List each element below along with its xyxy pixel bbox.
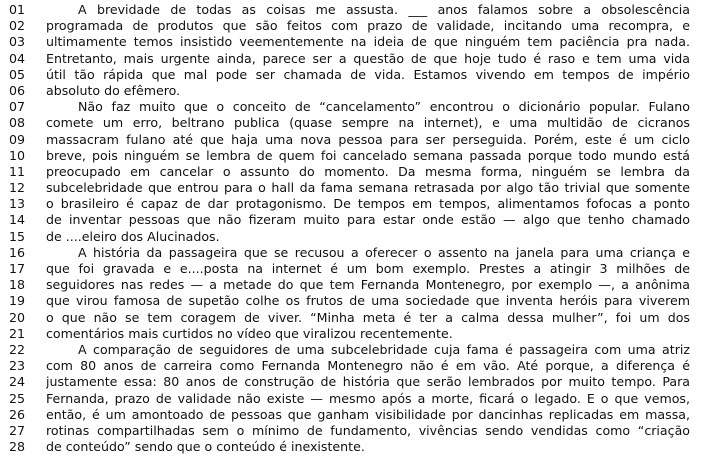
text-line: [0, 67, 701, 83]
line-number: 17: [9, 261, 26, 276]
text-line: [0, 293, 701, 309]
line-text: subcelebridade que entrou para o hall da fama semana retrasada por algo tão trivial que somente: [46, 180, 690, 196]
line-text: A brevidade de todas as coisas me assusta. ___ anos falamos sobre a obsolescência: [78, 2, 690, 17]
line-text: preocupado em cancelar o assunto do momento. Da mesma forma, ninguém se lembra da: [46, 163, 690, 179]
line-number: 11: [9, 163, 26, 179]
line-text: seguidores nas redes — a metade do que tem Fernanda Montenegro, por exemplo —, a anônima: [46, 277, 690, 293]
line-text: então, é um amontoado de pessoas que ganham visibilidade por dancinhas replicadas em massa,: [46, 406, 690, 422]
line-text: massacram fulano até que haja uma nova pessoa para ser perseguida. Porém, este é um ciclo: [46, 131, 690, 147]
line-text: útil tão rápida que mal pode ser chamada de vida. Estamos vivendo em tempos de império: [46, 66, 690, 82]
text-line: [0, 2, 701, 18]
text-line: [0, 310, 701, 326]
line-text: Não faz muito que o conceito de “cancelamento” encontrou o dicionário popular. Fulano: [78, 99, 690, 115]
text-line: [0, 358, 701, 374]
text-line: [0, 245, 701, 261]
line-number: 26: [9, 406, 26, 422]
line-number: 20: [9, 309, 26, 325]
line-number: 08: [9, 115, 26, 131]
line-text: comentários mais curtidos no vídeo que viralizou recentemente.: [46, 325, 453, 341]
text-line: [0, 229, 701, 245]
text-line: [0, 407, 701, 423]
line-number: 19: [9, 293, 26, 309]
line-text: absoluto do efêmero.: [46, 82, 181, 98]
line-text: que foi gravada e e....posta na internet é um bom exemplo. Prestes a atingir 3 milhões de: [46, 261, 690, 276]
text-line: [0, 180, 701, 196]
line-number: 05: [9, 66, 26, 82]
line-text: comete um erro, beltrano publica (quase sempre na internet), e uma multidão de cicranos: [46, 115, 690, 131]
line-number: 25: [9, 390, 26, 406]
line-text: Fernanda, prazo de validade não existe — mesmo após a morte, ficará o legado. E o que vemos,: [46, 390, 690, 406]
text-line: [0, 18, 701, 34]
line-text: A comparação de seguidores de uma subcelebridade cuja fama é passageira com uma atriz: [78, 341, 690, 357]
text-line: [0, 99, 701, 115]
line-text: justamente essa: 80 anos de construção de história que serão lembrados por muito tempo. Para: [46, 374, 690, 390]
text-line: [0, 423, 701, 439]
text-line: [0, 115, 701, 131]
text-line: [0, 83, 701, 99]
line-number: 03: [9, 34, 26, 50]
text-line: [0, 277, 701, 293]
line-number: 22: [9, 341, 26, 357]
line-text: que virou famosa de supetão colhe os frutos de uma sociedade que inventa heróis para viverem: [46, 293, 690, 309]
line-text: breve, pois ninguém se lembra de quem foi cancelado semana passada porque todo mundo está: [46, 147, 690, 163]
line-number: 06: [9, 82, 26, 98]
line-number: 12: [9, 180, 26, 196]
line-number: 28: [9, 439, 26, 455]
text-line: [0, 132, 701, 148]
line-text: rotinas compartilhadas sem o mínimo de fundamento, vivências sendo vendidas como “criação: [46, 422, 690, 438]
text-line: [0, 51, 701, 67]
text-line: [0, 391, 701, 407]
text-line: [0, 374, 701, 390]
line-text: Entretanto, mais urgente ainda, parece ser a questão de que hoje tudo é raso e tem uma vida: [46, 50, 690, 66]
line-number: 23: [9, 358, 26, 374]
line-number: 01: [9, 2, 26, 17]
line-number: 04: [9, 50, 26, 66]
line-number: 07: [9, 99, 26, 115]
line-number: 16: [9, 244, 26, 260]
text-line: [0, 148, 701, 164]
text-line: [0, 164, 701, 180]
line-text: programada de produtos que são feitos com prazo de validade, incitando uma recompra, e: [46, 18, 690, 34]
line-number: 14: [9, 212, 26, 228]
line-text: de ....eleiro dos Alucinados.: [46, 228, 220, 244]
line-number: 15: [9, 228, 26, 244]
line-number: 09: [9, 131, 26, 147]
line-number: 24: [9, 374, 26, 390]
line-text: o que não se tem coragem de viver. “Minha meta é ter a calma dessa mulher”, foi um dos: [46, 309, 690, 325]
line-number: 27: [9, 422, 26, 438]
text-line: [0, 212, 701, 228]
line-number: 10: [9, 147, 26, 163]
text-line: [0, 326, 701, 342]
text-document: [0, 2, 701, 455]
text-line: [0, 439, 701, 455]
text-line: [0, 342, 701, 358]
line-text: ultimamente temos insistido veementemente na ideia de que ninguém tem paciência pra nada.: [46, 34, 690, 50]
line-number: 18: [9, 277, 26, 293]
line-text: de conteúdo” sendo que o conteúdo é inexistente.: [46, 439, 365, 455]
line-text: com 80 anos de carreira como Fernanda Montenegro não é em vão. Até porque, a diferença é: [46, 358, 690, 374]
line-number: 02: [9, 18, 26, 34]
line-text: o brasileiro é capaz de dar protagonismo. De tempos em tempos, alimentamos fofocas a ponto: [46, 196, 690, 212]
text-line: [0, 261, 701, 277]
line-number: 21: [9, 325, 26, 341]
line-number: 13: [9, 196, 26, 212]
line-text: A história da passageira que se recusou a oferecer o assento na janela para uma criança e: [78, 244, 690, 260]
line-text: de inventar pessoas que não fizeram muito para estar onde estão — algo que tenho chamado: [46, 212, 690, 228]
text-line: [0, 196, 701, 212]
text-line: [0, 34, 701, 50]
